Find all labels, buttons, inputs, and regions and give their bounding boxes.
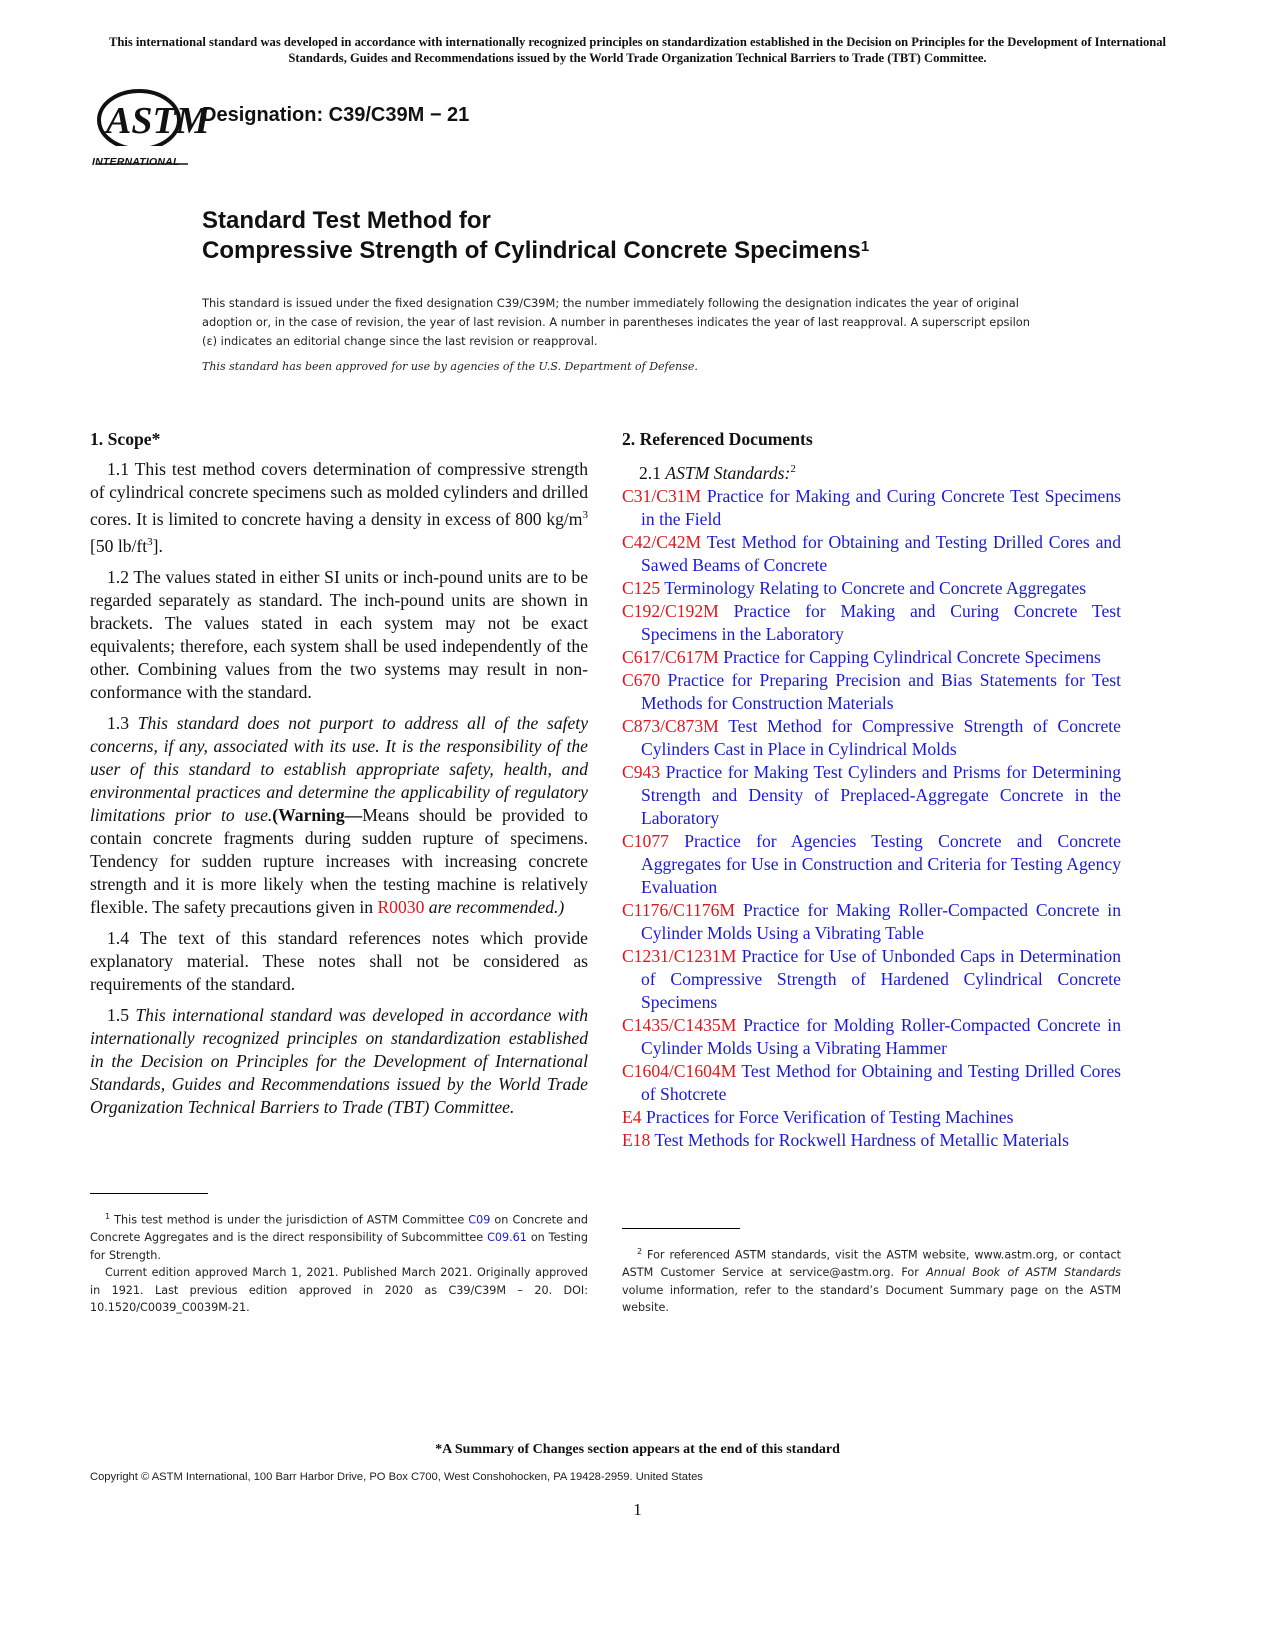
reference-item: [622, 669, 1121, 715]
reference-title-link[interactable]: Practice for Capping Cylindrical Concrete Specimens: [718, 646, 1101, 667]
reference-title-link[interactable]: Test Method for Compressive Strength of Concrete Cylinders Cast in Place in Cylindrical Molds: [641, 715, 1121, 759]
title-footnote-mark: 1: [860, 238, 870, 255]
reference-item: [622, 830, 1121, 899]
reference-title-link[interactable]: Practices for Force Verification of Testing Machines: [641, 1106, 1014, 1127]
issue-note: This standard is issued under the fixed designation C39/C39M; the number immediately following the designation indicates the year of original adoption or, in the case of revision, the year of last revision. A number in parentheses indicates the year of last reapproval. A superscript epsilon (ε) indicates an editorial change since the last revision or reapproval.: [202, 296, 1031, 348]
reference-title-link[interactable]: Practice for Making and Curing Concrete Test Specimens in the Field: [641, 485, 1121, 529]
reference-item: [622, 1014, 1121, 1060]
reference-code-link[interactable]: C42/C42M: [622, 531, 702, 552]
logo-label: INTERNATIONAL: [92, 156, 180, 168]
paragraph-1-2: 1.2 The values stated in either SI units or inch-pound units are to be regarded separately as standard. The inch-pound units are shown in brackets. The values stated in each system may not be exact equivalents; therefore, each system shall be used independently of the other. Combining values from the two systems may result in non-conformance with the standard.: [90, 566, 588, 702]
reference-item: [622, 761, 1121, 830]
reference-title-link[interactable]: Practice for Molding Roller-Compacted Concrete in Cylinder Molds Using a Vibrating Hammer: [641, 1014, 1121, 1058]
reference-code-link[interactable]: C617/C617M: [622, 646, 719, 667]
reference-item: [622, 531, 1121, 577]
title-line-1: Standard Test Method for: [202, 207, 491, 234]
reference-item: [622, 899, 1121, 945]
reference-code-link[interactable]: C192/C192M: [622, 600, 719, 621]
paragraph-1-3: 1.3 This standard does not purport to address all of the safety concerns, if any, associated with its use. It is the responsibility of the user of this standard to establish appropriate safety, health, and environmental practices and determine the applicability of regulatory limitations prior to use.(Warning—Means should be provided to contain concrete fragments during sudden rupture of specimens. Tendency for sudden rupture increases with increasing concrete strength and it is more likely when the testing machine is relatively flexible. The safety precautions given in R0030 are recommended.): [90, 712, 589, 917]
summary-of-changes-note: *A Summary of Changes section appears at the end of this standard: [435, 1442, 840, 1457]
footnote-1: [90, 1193, 588, 1317]
paragraph-1-4: 1.4 The text of this standard references notes which provide explanatory material. These notes shall not be considered as requirements of the standard.: [90, 927, 588, 994]
reference-list: [622, 485, 1121, 1152]
reference-title-link[interactable]: Test Methods for Rockwell Hardness of Metallic Materials: [650, 1129, 1069, 1150]
footnote-divider: [90, 1193, 208, 1194]
reference-code-link[interactable]: C943: [622, 761, 661, 782]
page-number: 1: [633, 1500, 642, 1519]
reference-item: [622, 646, 1121, 669]
reference-item: [622, 1060, 1121, 1106]
reference-title-link[interactable]: Practice for Making and Curing Concrete Test Specimens in the Laboratory: [641, 600, 1121, 644]
reference-title-link[interactable]: Test Method for Obtaining and Testing Drilled Cores and Sawed Beams of Concrete: [641, 531, 1121, 575]
reference-code-link[interactable]: C1077: [622, 830, 669, 851]
reference-code-link[interactable]: C1176/C1176M: [622, 899, 736, 920]
astm-standards-subheading: 2.1 ASTM Standards:$^2$: [639, 462, 796, 483]
footnote-2-text: $^2$ For referenced ASTM standards, visit the ASTM website, www.astm.org, or contact ASTM Customer Service at service@astm.org. For Annual Book of ASTM Standards volume information, refer to the standard’s Document Summary page on the ASTM website.: [622, 1247, 1121, 1315]
reference-code-link[interactable]: C670: [622, 669, 661, 690]
reference-title-link[interactable]: Test Method for Obtaining and Testing Drilled Cores of Shotcrete: [641, 1060, 1121, 1104]
reference-code-link[interactable]: C1604/C1604M: [622, 1060, 737, 1081]
reference-code-link[interactable]: C873/C873M: [622, 715, 719, 736]
reference-code-link[interactable]: C1231/C1231M: [622, 945, 737, 966]
copyright: Copyright © ASTM International, 100 Barr Harbor Drive, PO Box C700, West Conshohocken, PA 19428-2959. United States: [90, 1471, 703, 1483]
references-heading: 2. Referenced Documents: [622, 429, 813, 449]
title-line-2: Compressive Strength of Cylindrical Concrete Specimens$^1$: [202, 237, 870, 264]
reference-code-link[interactable]: E18: [622, 1129, 651, 1150]
document-title: [202, 206, 869, 266]
reference-title-link[interactable]: Practice for Making Test Cylinders and Prisms for Determining Strength and Density of Preplaced-Aggregate Concrete in the Laboratory: [641, 761, 1121, 828]
reference-code-link[interactable]: E4: [622, 1106, 642, 1127]
reference-item: [622, 577, 1121, 600]
footnote-divider: [622, 1228, 740, 1229]
reference-item: [622, 485, 1121, 531]
reference-title-link[interactable]: Terminology Relating to Concrete and Concrete Aggregates: [660, 577, 1087, 598]
footnote-1-text: $^1$ This test method is under the jurisdiction of ASTM Committee C09 on Concrete and Concrete Aggregates and is the direct responsibility of Subcommittee C09.61 on Testing for Strength.: [90, 1212, 588, 1262]
reference-code-link[interactable]: C31/C31M: [622, 485, 702, 506]
footnote-1-edition: Current edition approved March 1, 2021. Published March 2021. Originally approved in 1921. Last previous edition approved in 2020 as C39/C39M – 20. DOI: 10.1520/C0039_C0039M-21.: [90, 1266, 588, 1315]
footnote-2: [622, 1228, 1121, 1317]
svg-text:ASTM: ASTM: [106, 100, 210, 142]
reference-item: [622, 600, 1121, 646]
link-c09-61[interactable]: C09.61: [487, 1231, 527, 1245]
astm-logo: [92, 84, 210, 172]
reference-item: [622, 1129, 1121, 1152]
reference-code-link[interactable]: C1435/C1435M: [622, 1014, 737, 1035]
scope-heading: 1. Scope*: [90, 429, 161, 449]
designation: Designation: C39/C39M − 21: [202, 104, 470, 126]
reference-item: [622, 715, 1121, 761]
standards-notice: This international standard was developed in accordance with internationally recognized principles on standardization established in the Decision on Principles for the Development of International Standards, Guides and Recommendations issued by the World Trade Organization Technical Barriers to Trade (TBT) Committee.: [108, 35, 1167, 65]
reference-title-link[interactable]: Practice for Agencies Testing Concrete and Concrete Aggregates for Use in Construction and Criteria for Testing Agency Evaluation: [641, 830, 1121, 897]
reference-title-link[interactable]: Practice for Preparing Precision and Bias Statements for Test Methods for Construction Materials: [641, 669, 1121, 713]
link-c09[interactable]: C09: [468, 1213, 491, 1227]
dod-note: This standard has been approved for use by agencies of the U.S. Department of Defense.: [202, 360, 698, 373]
reference-item: [622, 945, 1121, 1014]
paragraph-1-5: 1.5 This international standard was developed in accordance with internationally recognized principles on standardization established in the Decision on Principles for the Development of International Standards, Guides and Recommendations issued by the World Trade Organization Technical Barriers to Trade (TBT) Committee.: [90, 1004, 588, 1117]
reference-title-link[interactable]: Practice for Making Roller-Compacted Concrete in Cylinder Molds Using a Vibrating Table: [641, 899, 1121, 943]
reference-title-link[interactable]: Practice for Use of Unbonded Caps in Determination of Compressive Strength of Hardened Cylindrical Concrete Specimens: [641, 945, 1121, 1012]
link-r0030[interactable]: R0030: [377, 896, 425, 917]
right-column: [622, 428, 1121, 1152]
reference-code-link[interactable]: C125: [622, 577, 661, 598]
left-column: [90, 428, 588, 1127]
reference-item: [622, 1106, 1121, 1129]
paragraph-1-1: 1.1 This test method covers determination of compressive strength of cylindrical concrete specimens such as molded cylinders and drilled cores. It is limited to concrete having a density in excess of 800 $kg/m^3$ [50 $lb/ft^3$].: [90, 459, 588, 556]
